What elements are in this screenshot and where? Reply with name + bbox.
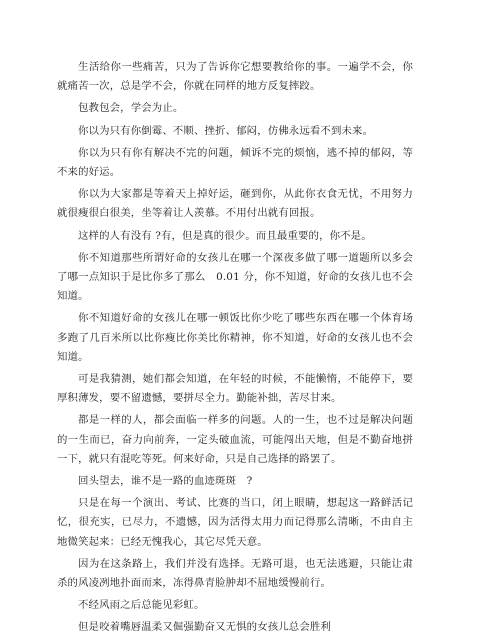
paragraph: 你以为只有你倒霉、不顺、挫折、郁闷，仿佛永远看不到未来。: [78, 124, 374, 137]
paragraph: 可是我猜测，她们都会知道，在年轻的时候，不能懒惰，不能停下，要厚积薄发，要不留遗憾，要拼尽全力。勤能补拙，苦尽甘来。: [57, 373, 413, 405]
paragraph: 生活给你一些痛苦，只为了告诉你它想要教给你的事。一遍学不会，你就痛苦一次，总是学不会，你就在同样的地方反复摔跤。: [57, 61, 413, 93]
paragraph: 你以为大家都是等着天上掉好运，砸到你，从此你衣食无忧，不用努力就很瘦很白很美，坐等着让人羡慕。不用付出就有回报。: [57, 188, 413, 220]
paragraph: 不经风雨之后总能见彩虹。: [78, 599, 205, 612]
paragraph: 包教包会，学会为止。: [78, 102, 184, 115]
paragraph: 这样的人有没有 ?有，但是真的很少。而且最重要的，你不是。: [78, 229, 372, 242]
paragraph: 因为在这条路上，我们并没有选择。无路可退，也无法逃避，只能让肃杀的风凌冽地扑面而来，冻得鼻青脸肿却不屈地缓慢前行。: [57, 557, 413, 590]
paragraph: 都是一样的人，都会面临一样多的问题。人的一生，也不过是解决问题的一生而已，奋力向前奔，一定头破血流，可能闯出天地，但是不勤奋地拼一下，就只有混吃等死。何来好命，只是自己选择的路罢了。: [57, 414, 413, 465]
paragraph: 你不知道那些所谓好命的女孩儿在哪一个深夜多做了哪一道题所以多会了哪一点知识于是比你多了那么 0.01 分，你不知道，好命的女孩儿也不会知道。: [57, 251, 413, 303]
paragraph: 只是在每一个演出、考试、比赛的当口，闭上眼睛，想起这一路鲜活记忆，很充实，已尽力，不遗憾，因为活得太用力而记得那么清晰，不由自主地微笑起来：已经无愧我心，其它尽凭天意。: [57, 497, 413, 548]
paragraph: 回头望去，谁不是一路的血迹斑斑 ?: [78, 475, 253, 488]
paragraph: 但是咬着嘴唇温柔又倔强勤奋又无惧的女孩儿总会胜利: [78, 621, 331, 634]
article-body: [57, 58, 413, 638]
paragraph: 你以为只有你有解决不完的问题，倾诉不完的烦恼，逃不掉的郁闷，等不来的好运。: [57, 146, 413, 179]
paragraph: 你不知道好命的女孩儿在哪一顿饭比你少吃了哪些东西在哪一个体育场多跑了几百米所以比你瘦比你美比你精神，你不知道，好命的女孩儿也不会知道。: [57, 312, 413, 363]
